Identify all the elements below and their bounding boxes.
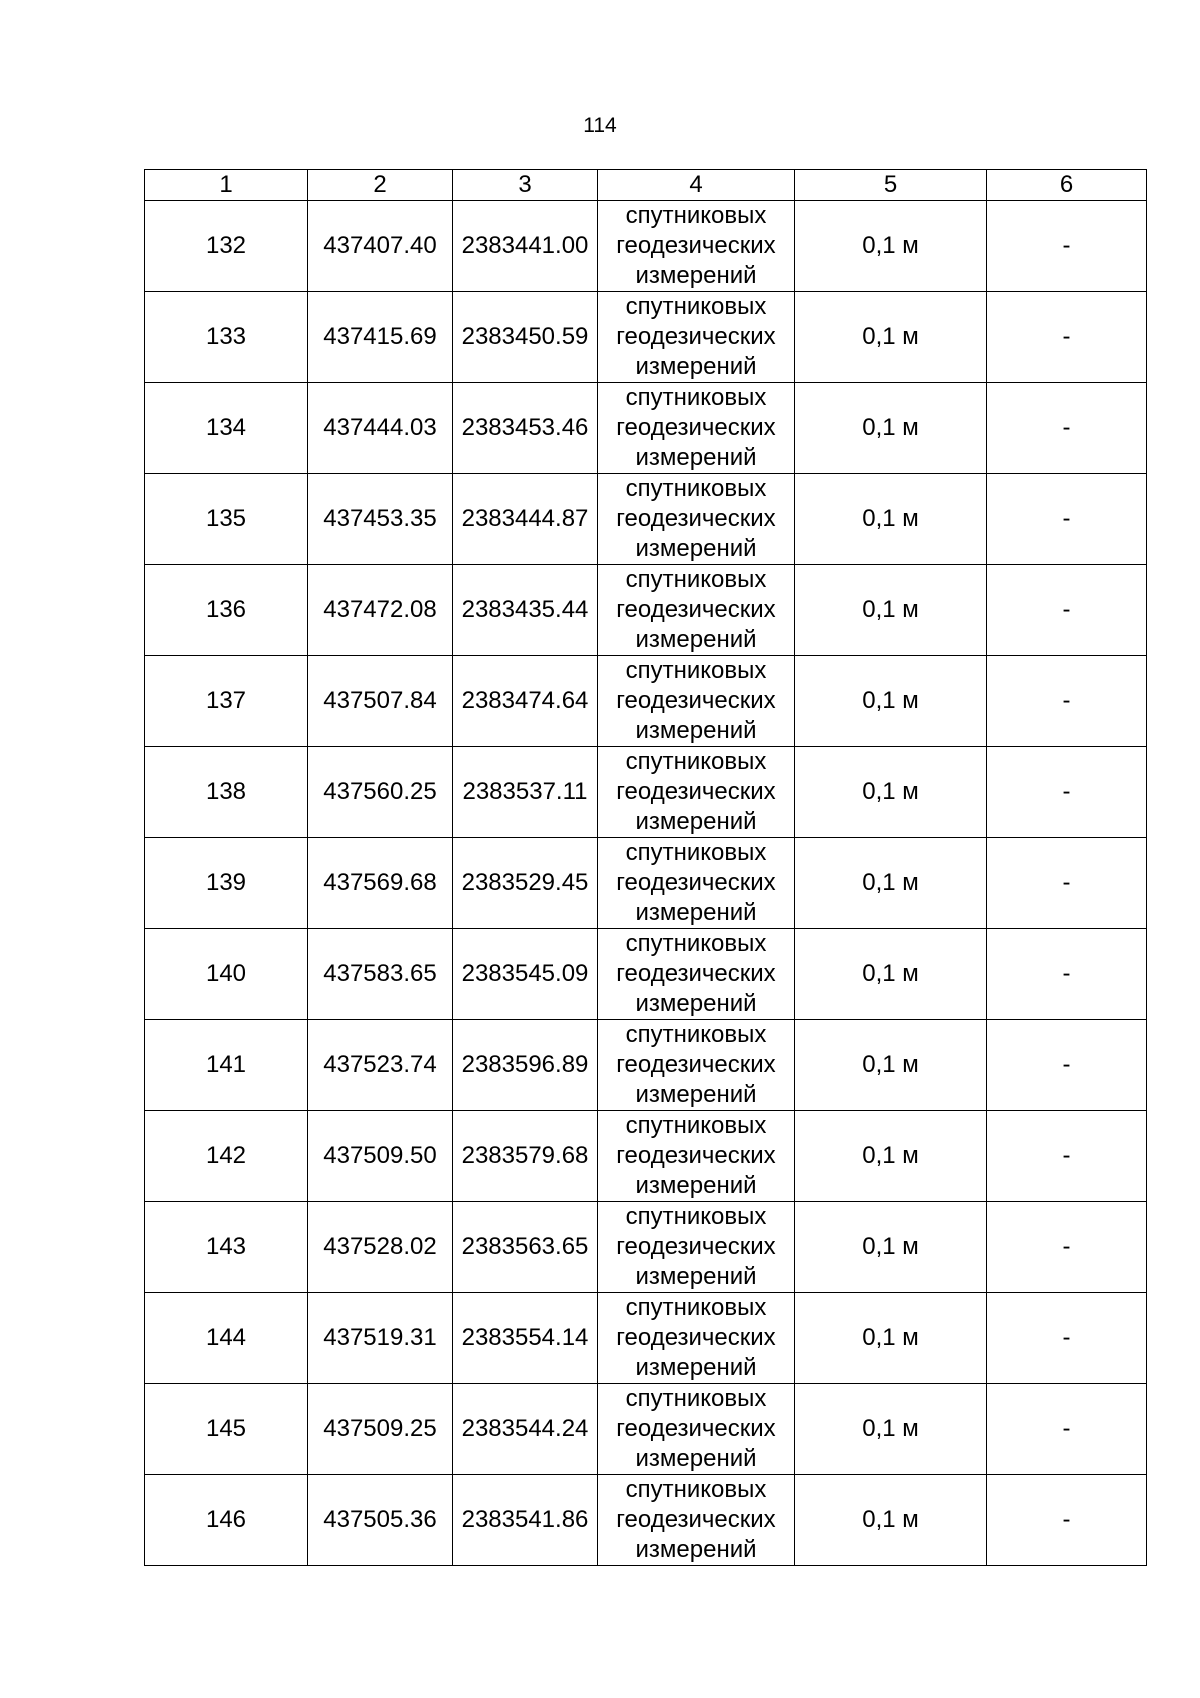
method-line: спутниковых bbox=[625, 657, 767, 684]
method-line: спутниковых bbox=[625, 748, 767, 775]
y-coordinate-cell: 2383529.45 bbox=[453, 838, 598, 929]
method-line: геодезических bbox=[616, 1506, 776, 1533]
y-coordinate-cell: 2383435.44 bbox=[453, 565, 598, 656]
method-line: измерений bbox=[635, 1536, 757, 1563]
note-cell: - bbox=[987, 1202, 1147, 1293]
table-row bbox=[145, 565, 1147, 656]
y-coordinate-cell: 2383541.86 bbox=[453, 1475, 598, 1566]
method-line: измерений bbox=[635, 990, 757, 1017]
method-line: геодезических bbox=[616, 505, 776, 532]
point-number-cell: 142 bbox=[145, 1111, 308, 1202]
method-line: спутниковых bbox=[625, 1476, 767, 1503]
note-cell: - bbox=[987, 565, 1147, 656]
method-cell bbox=[598, 1293, 795, 1384]
method-line: геодезических bbox=[616, 778, 776, 805]
point-number-cell: 133 bbox=[145, 292, 308, 383]
method-line: геодезических bbox=[616, 960, 776, 987]
method-line: измерений bbox=[635, 899, 757, 926]
method-line: спутниковых bbox=[625, 202, 767, 229]
method-line: спутниковых bbox=[625, 839, 767, 866]
header-row bbox=[145, 170, 1147, 201]
method-cell bbox=[598, 1202, 795, 1293]
method-line: измерений bbox=[635, 535, 757, 562]
note-cell: - bbox=[987, 1384, 1147, 1475]
method-line: геодезических bbox=[616, 232, 776, 259]
method-line: геодезических bbox=[616, 1051, 776, 1078]
note-cell: - bbox=[987, 656, 1147, 747]
note-cell: - bbox=[987, 1020, 1147, 1111]
table-row bbox=[145, 747, 1147, 838]
accuracy-cell: 0,1 м bbox=[795, 838, 987, 929]
note-cell: - bbox=[987, 838, 1147, 929]
method-line: спутниковых bbox=[625, 930, 767, 957]
method-line: геодезических bbox=[616, 596, 776, 623]
table-row bbox=[145, 201, 1147, 292]
table-body bbox=[145, 201, 1147, 1566]
y-coordinate-cell: 2383450.59 bbox=[453, 292, 598, 383]
y-coordinate-cell: 2383544.24 bbox=[453, 1384, 598, 1475]
note-cell: - bbox=[987, 201, 1147, 292]
x-coordinate-cell: 437509.25 bbox=[308, 1384, 453, 1475]
table-row bbox=[145, 474, 1147, 565]
method-cell bbox=[598, 1384, 795, 1475]
table-row bbox=[145, 1475, 1147, 1566]
method-line: спутниковых bbox=[625, 384, 767, 411]
method-line: измерений bbox=[635, 262, 757, 289]
point-number-cell: 136 bbox=[145, 565, 308, 656]
accuracy-cell: 0,1 м bbox=[795, 1111, 987, 1202]
method-line: спутниковых bbox=[625, 1294, 767, 1321]
y-coordinate-cell: 2383579.68 bbox=[453, 1111, 598, 1202]
x-coordinate-cell: 437583.65 bbox=[308, 929, 453, 1020]
method-cell bbox=[598, 474, 795, 565]
method-line: спутниковых bbox=[625, 293, 767, 320]
method-cell bbox=[598, 1475, 795, 1566]
method-cell bbox=[598, 838, 795, 929]
header-col-6: 6 bbox=[987, 170, 1147, 201]
accuracy-cell: 0,1 м bbox=[795, 1384, 987, 1475]
accuracy-cell: 0,1 м bbox=[795, 292, 987, 383]
method-cell bbox=[598, 565, 795, 656]
x-coordinate-cell: 437507.84 bbox=[308, 656, 453, 747]
method-line: измерений bbox=[635, 808, 757, 835]
x-coordinate-cell: 437560.25 bbox=[308, 747, 453, 838]
note-cell: - bbox=[987, 1293, 1147, 1384]
page-number: 114 bbox=[583, 114, 617, 137]
point-number-cell: 145 bbox=[145, 1384, 308, 1475]
note-cell: - bbox=[987, 1111, 1147, 1202]
method-line: геодезических bbox=[616, 869, 776, 896]
method-line: измерений bbox=[635, 1354, 757, 1381]
y-coordinate-cell: 2383474.64 bbox=[453, 656, 598, 747]
accuracy-cell: 0,1 м bbox=[795, 1293, 987, 1384]
point-number-cell: 135 bbox=[145, 474, 308, 565]
method-cell bbox=[598, 1111, 795, 1202]
y-coordinate-cell: 2383453.46 bbox=[453, 383, 598, 474]
method-line: геодезических bbox=[616, 1324, 776, 1351]
note-cell: - bbox=[987, 747, 1147, 838]
header-col-4: 4 bbox=[598, 170, 795, 201]
method-line: спутниковых bbox=[625, 1112, 767, 1139]
point-number-cell: 137 bbox=[145, 656, 308, 747]
x-coordinate-cell: 437444.03 bbox=[308, 383, 453, 474]
table-row bbox=[145, 1111, 1147, 1202]
table-row bbox=[145, 1020, 1147, 1111]
y-coordinate-cell: 2383563.65 bbox=[453, 1202, 598, 1293]
method-line: измерений bbox=[635, 1263, 757, 1290]
table-row bbox=[145, 929, 1147, 1020]
accuracy-cell: 0,1 м bbox=[795, 1202, 987, 1293]
accuracy-cell: 0,1 м bbox=[795, 201, 987, 292]
method-cell bbox=[598, 656, 795, 747]
accuracy-cell: 0,1 м bbox=[795, 474, 987, 565]
point-number-cell: 139 bbox=[145, 838, 308, 929]
method-cell bbox=[598, 747, 795, 838]
accuracy-cell: 0,1 м bbox=[795, 656, 987, 747]
note-cell: - bbox=[987, 383, 1147, 474]
y-coordinate-cell: 2383596.89 bbox=[453, 1020, 598, 1111]
method-cell bbox=[598, 929, 795, 1020]
method-line: геодезических bbox=[616, 1415, 776, 1442]
x-coordinate-cell: 437523.74 bbox=[308, 1020, 453, 1111]
method-line: геодезических bbox=[616, 687, 776, 714]
point-number-cell: 146 bbox=[145, 1475, 308, 1566]
point-number-cell: 141 bbox=[145, 1020, 308, 1111]
method-line: измерений bbox=[635, 626, 757, 653]
note-cell: - bbox=[987, 929, 1147, 1020]
table-row bbox=[145, 656, 1147, 747]
note-cell: - bbox=[987, 1475, 1147, 1566]
accuracy-cell: 0,1 м bbox=[795, 747, 987, 838]
x-coordinate-cell: 437407.40 bbox=[308, 201, 453, 292]
table-row bbox=[145, 292, 1147, 383]
header-col-5: 5 bbox=[795, 170, 987, 201]
table-row bbox=[145, 383, 1147, 474]
note-cell: - bbox=[987, 292, 1147, 383]
method-line: измерений bbox=[635, 353, 757, 380]
point-number-cell: 132 bbox=[145, 201, 308, 292]
method-line: измерений bbox=[635, 1445, 757, 1472]
method-line: измерений bbox=[635, 1172, 757, 1199]
accuracy-cell: 0,1 м bbox=[795, 1020, 987, 1111]
point-number-cell: 140 bbox=[145, 929, 308, 1020]
method-line: геодезических bbox=[616, 1142, 776, 1169]
table-row bbox=[145, 1293, 1147, 1384]
x-coordinate-cell: 437453.35 bbox=[308, 474, 453, 565]
method-line: спутниковых bbox=[625, 1385, 767, 1412]
header-col-1: 1 bbox=[145, 170, 308, 201]
y-coordinate-cell: 2383554.14 bbox=[453, 1293, 598, 1384]
table-row bbox=[145, 1384, 1147, 1475]
accuracy-cell: 0,1 м bbox=[795, 929, 987, 1020]
y-coordinate-cell: 2383441.00 bbox=[453, 201, 598, 292]
method-cell bbox=[598, 292, 795, 383]
note-cell: - bbox=[987, 474, 1147, 565]
y-coordinate-cell: 2383545.09 bbox=[453, 929, 598, 1020]
method-line: спутниковых bbox=[625, 1021, 767, 1048]
accuracy-cell: 0,1 м bbox=[795, 1475, 987, 1566]
method-line: спутниковых bbox=[625, 475, 767, 502]
x-coordinate-cell: 437569.68 bbox=[308, 838, 453, 929]
accuracy-cell: 0,1 м bbox=[795, 565, 987, 656]
x-coordinate-cell: 437472.08 bbox=[308, 565, 453, 656]
method-cell bbox=[598, 1020, 795, 1111]
method-line: спутниковых bbox=[625, 1203, 767, 1230]
point-number-cell: 138 bbox=[145, 747, 308, 838]
header-col-2: 2 bbox=[308, 170, 453, 201]
method-line: геодезических bbox=[616, 323, 776, 350]
method-line: измерений bbox=[635, 1081, 757, 1108]
coordinates-table bbox=[144, 169, 1147, 1566]
point-number-cell: 134 bbox=[145, 383, 308, 474]
accuracy-cell: 0,1 м bbox=[795, 383, 987, 474]
point-number-cell: 144 bbox=[145, 1293, 308, 1384]
method-cell bbox=[598, 201, 795, 292]
table-header bbox=[145, 170, 1147, 201]
x-coordinate-cell: 437528.02 bbox=[308, 1202, 453, 1293]
method-line: измерений bbox=[635, 717, 757, 744]
point-number-cell: 143 bbox=[145, 1202, 308, 1293]
x-coordinate-cell: 437519.31 bbox=[308, 1293, 453, 1384]
x-coordinate-cell: 437415.69 bbox=[308, 292, 453, 383]
method-line: спутниковых bbox=[625, 566, 767, 593]
y-coordinate-cell: 2383444.87 bbox=[453, 474, 598, 565]
table-row bbox=[145, 838, 1147, 929]
x-coordinate-cell: 437505.36 bbox=[308, 1475, 453, 1566]
method-cell bbox=[598, 383, 795, 474]
header-col-3: 3 bbox=[453, 170, 598, 201]
y-coordinate-cell: 2383537.11 bbox=[453, 747, 598, 838]
x-coordinate-cell: 437509.50 bbox=[308, 1111, 453, 1202]
method-line: измерений bbox=[635, 444, 757, 471]
method-line: геодезических bbox=[616, 414, 776, 441]
method-line: геодезических bbox=[616, 1233, 776, 1260]
table-row bbox=[145, 1202, 1147, 1293]
